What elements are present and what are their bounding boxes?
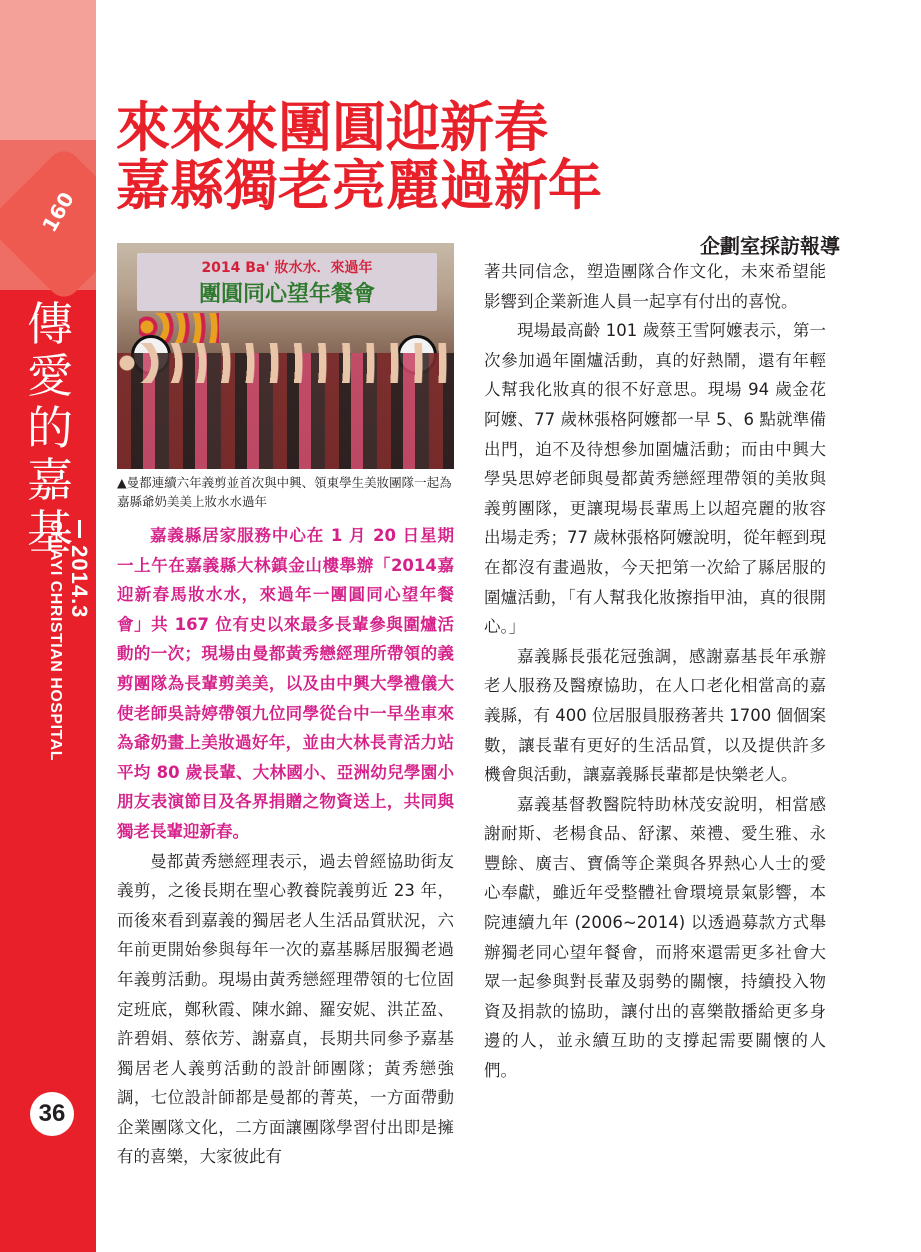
body-paragraph: 嘉義基督教醫院特助林茂安說明，相當感謝耐斯、老楊食品、舒潔、萊禮、愛生雅、永豐餘、廣吉、寶僑等企業與各界熱心人士的愛心奉獻，雖近年受整體社會環境景氣影響，本院連續九年 (2006~2014) 以透過募款方式舉辦獨老同心望年餐會，而將來還需更多社會大眾一起參與對長輩及弱勢的關懷，持續投入物資及捐款的協助，讓付出的喜樂散播給更多身邊的人，並永續互助的支撐起需要關懷的人們。 [484,794,826,1081]
lead-paragraph: 嘉義縣居家服務中心在 1 月 20 日星期一上午在嘉義縣大林鎮金山樓舉辦「2014嘉迎新春馬妝水水，來過年一團圓同心望年餐會」共 167 位有史以來最多長輩參與圍爐活動的一次；現場由曼都黃秀戀經理所帶領的義剪團隊為長輩剪美美，以及由中興大學禮儀大使老師吳詩婷帶領九位同學從台中一早坐車來為爺奶畫上美妝過好年，並由大林長青活力站平均 80 歲長輩、大林國小、亞洲幼兒學園小朋友表演節目及各界捐贈之物資送上，共同與獨老長輩迎新春。 [117,526,454,841]
body-paragraph: 著共同信念，塑造團隊合作文化，未來希望能影響到企業新進人員一起享有付出的喜悅。 [484,262,826,311]
magazine-title-char: 的 [27,401,73,455]
photo-faces [117,343,454,383]
photo-banner-line-2: 團圓同心望年餐會 [198,282,375,307]
magazine-title [22,298,78,558]
magazine-title-char: 傳 [27,297,73,351]
photo-banner [137,253,437,311]
date-divider [78,520,81,538]
photo-banner-line-1: 2014 Ba' 妝水水．來過年 [201,260,373,276]
photo-caption: ▲曼都連續六年義剪並首次與中興、領東學生美妝團隊一起為嘉縣爺奶美美上妝水水過年 [117,475,452,509]
headline-line-2: 嘉縣獨老亮麗過新年 [116,153,602,217]
article-headline [116,95,876,217]
headline-line-1: 來來來團圓迎新春 [116,95,548,159]
page-number: 36 [30,1092,74,1136]
magazine-title-char: 嘉 [27,453,73,507]
magazine-title-char: 愛 [27,349,73,403]
article-column-right [484,257,826,1086]
magazine-title-char: 基 [27,505,73,559]
body-paragraph: 曼都黃秀戀經理表示，過去曾經協助街友義剪，之後長期在聖心教養院義剪近 23 年，而後來看到嘉義的獨居老人生活品質狀況，六年前更開始參與每年一次的嘉基縣居服獨老過年義剪活動。現場由黃秀戀經理帶領的七位固定班底，鄭秋霞、陳水錦、羅安妮、洪芷盈、許碧娟、蔡依芳、謝嘉貞，長期共同參予嘉基獨居老人義剪活動的設計師團隊；黃秀戀強調，七位設計師都是曼都的菁英，一方面帶動企業團隊文化，二方面讓團隊學習付出即是擁有的喜樂，大家彼此有 [117,851,454,1167]
sidebar [0,0,96,1252]
body-paragraph: 現場最高齡 101 歲蔡王雪阿嬤表示，第一次參加過年圍爐活動，真的好熱鬧，還有年輕人幫我化妝真的很不好意思。現場 94 歲金花阿嬤、77 歲林張格阿嬤都一早 5、6 點就準備出門，迫不及待想參加圍爐活動；而由中興大學吳思婷老師與曼都黃秀戀經理帶領的美妝與義剪團隊，更讓現場長輩馬上以超亮麗的妝容出場走秀；77 歲林張格阿嬤說明，從年輕到現在都沒有畫過妝，今天把第一次給了縣居服的圍爐活動，「有人幫我化妝擦指甲油，真的很開心。」 [484,321,826,637]
issue-number: 160 [37,187,79,237]
byline: 企劃室採訪報導 [700,234,840,258]
body-paragraph: 嘉義縣長張花冠強調，感謝嘉基長年承辦老人服務及醫療協助，在人口老化相當高的嘉義縣，有 400 位居服員服務著共 1700 個個案數，讓長輩有更好的生活品質，以及提供許多機會與活動，讓嘉義縣長輩都是快樂老人。 [484,646,826,785]
article-column-left [117,521,454,1172]
event-photo [117,243,454,469]
hospital-name: CHIAYI CHRISTIAN HOSPITAL [47,520,64,761]
issue-date-text: 2014.3 [67,545,92,619]
